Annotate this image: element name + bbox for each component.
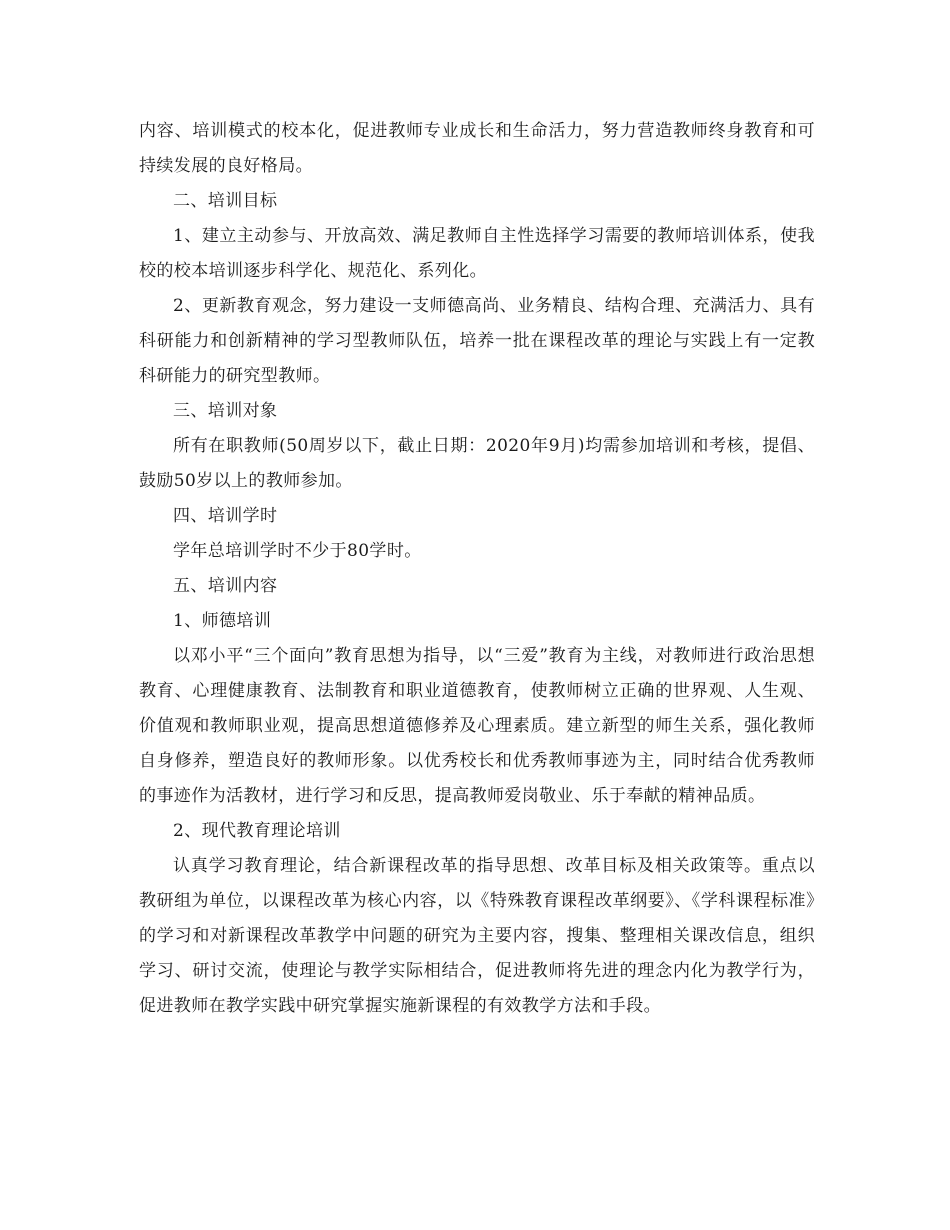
paragraph-ethics-training: 以邓小平“三个面向”教育思想为指导，以“三爱”教育为主线，对教师进行政治思想教育、心理健康教育、法制教育和职业道德教育，使教师树立正确的世界观、人生观、价值观和教师职业观，提高思想道德修养及心理素质。建立新型的师生关系，强化教师自身修养，塑造良好的教师形象。以优秀校长和优秀教师事迹为主，同时结合优秀教师的事迹作为活教材，进行学习和反思，提高教师爱岗敬业、乐于奉献的精神品质。 — [139, 646, 815, 806]
paragraph-targets: 所有在职教师(50周岁以下，截止日期：2020年9月)均需参加培训和考核，提倡、鼓励50岁以上的教师参加。 — [139, 436, 815, 491]
paragraph-theory-training: 认真学习教育理论，结合新课程改革的指导思想、改革目标及相关政策等。重点以教研组为单位，以课程改革为核心内容，以《特殊教育课程改革纲要》、《学科课程标准》的学习和对新课程改革教学中问题的研究为主要内容，搜集、整理相关课改信息，组织学习、研讨交流，使理论与教学实际相结合，促进教师将先进的理念内化为教学行为，促进教师在教学实践中研究掌握实施新课程的有效教学方法和手段。 — [139, 856, 815, 1016]
subheading-ethics-training: 1、师德培训 — [173, 611, 272, 631]
paragraph-continued: 内容、培训模式的校本化，促进教师专业成长和生命活力，努力营造教师终身教育和可持续发展的良好格局。 — [139, 121, 815, 176]
document-body — [139, 114, 815, 1024]
section-heading-hours: 四、培训学时 — [173, 506, 278, 526]
section-heading-content: 五、培训内容 — [173, 576, 278, 596]
paragraph-hours: 学年总培训学时不少于80学时。 — [173, 541, 422, 561]
section-heading-targets: 三、培训对象 — [173, 401, 278, 421]
section-heading-goals: 二、培训目标 — [173, 191, 278, 211]
subheading-theory-training: 2、现代教育理论培训 — [173, 821, 341, 841]
paragraph-goal-2: 2、更新教育观念，努力建设一支师德高尚、业务精良、结构合理、充满活力、具有科研能力和创新精神的学习型教师队伍，培养一批在课程改革的理论与实践上有一定教科研能力的研究型教师。 — [139, 296, 815, 386]
paragraph-goal-1: 1、建立主动参与、开放高效、满足教师自主性选择学习需要的教师培训体系，使我校的校本培训逐步科学化、规范化、系列化。 — [139, 226, 815, 281]
